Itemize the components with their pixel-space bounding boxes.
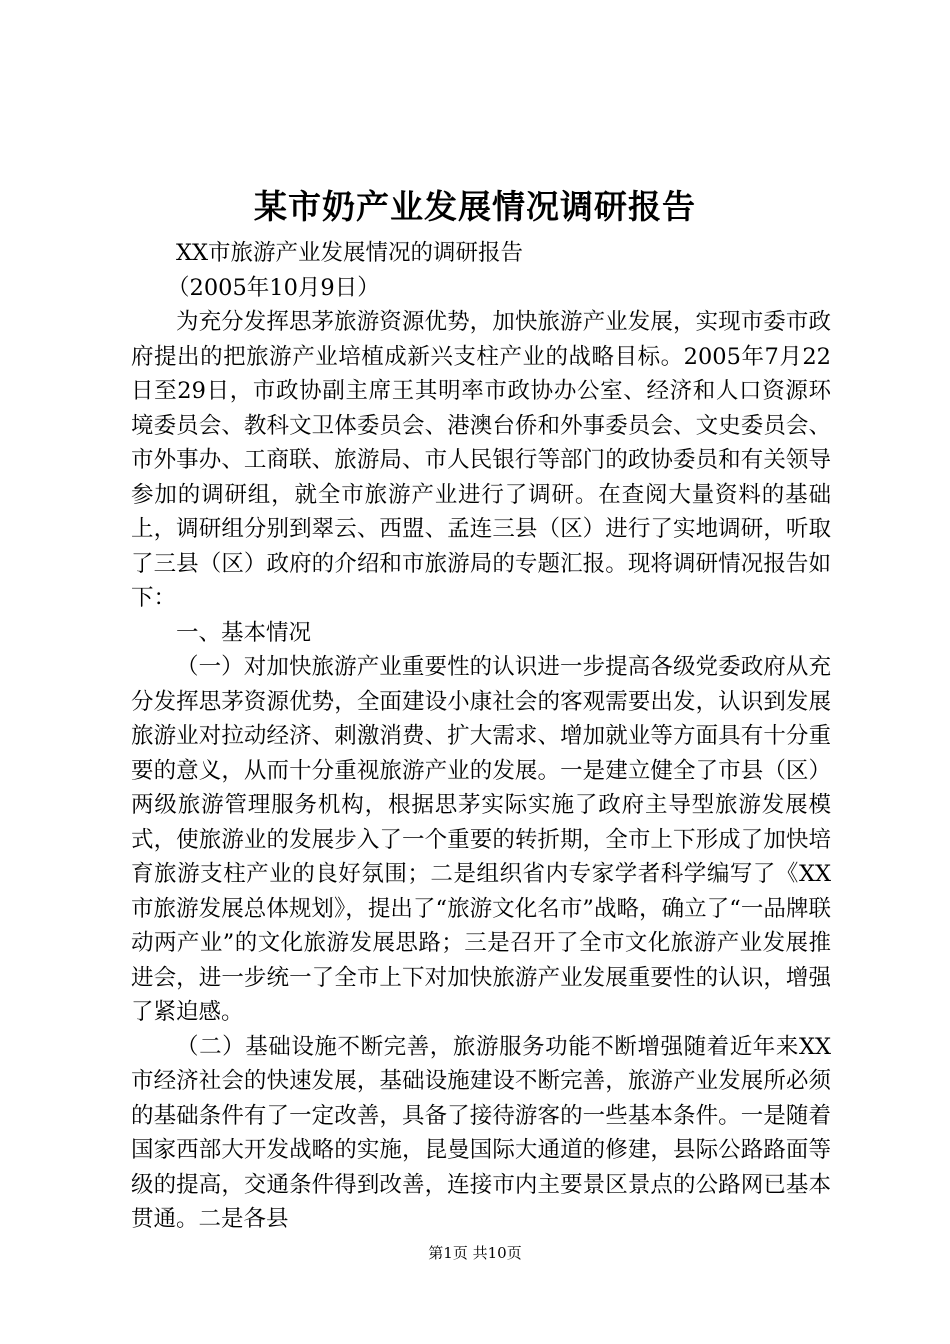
page-footer: 第1页 共10页 [428,1244,522,1262]
paragraph-intro: 为充分发挥思茅旅游资源优势，加快旅游产业发展，实现市委市政府提出的把旅游产业培植成新兴支柱产业的战略目标。2005年7月22日至29日，市政协副主席王其明率市政协办公室、经济和人口资源环境委员会、教科文卫体委员会、港澳台侨和外事委员会、文史委员会、市外事办、工商联、旅游局、市人民银行等部门的政协委员和有关领导参加的调研组，就全市旅游产业进行了调研。在查阅大量资料的基础上，调研组分别到翠云、西盟、孟连三县（区）进行了实地调研，听取了三县（区）政府的介绍和市旅游局的专题汇报。现将调研情况报告如下： [131,309,831,611]
paragraph-awareness: （一）对加快旅游产业重要性的认识进一步提高各级党委政府从充分发挥思茅资源优势，全面建设小康社会的客观需要出发，认识到发展旅游业对拉动经济、刺激消费、扩大需求、增加就业等方面具有十分重要的意义，从而十分重视旅游产业的发展。一是建立健全了市县（区）两级旅游管理服务机构，根据思茅实际实施了政府主导型旅游发展模式，使旅游业的发展步入了一个重要的转折期，全市上下形成了加快培育旅游支柱产业的良好氛围；二是组织省内专家学者科学编写了《XX市旅游发展总体规划》，提出了“旅游文化名市”战略，确立了“一品牌联动两产业”的文化旅游发展思路；三是召开了全市文化旅游产业发展推进会，进一步统一了全市上下对加快旅游产业发展重要性的认识，增强了紧迫感。 [131,654,831,1025]
section-heading-basic: 一、基本情况 [176,619,312,646]
document-body [131,236,831,1237]
report-date: （2005年10月9日） [167,274,380,301]
document-title: 某市奶产业发展情况调研报告 [254,187,696,226]
paragraph-infrastructure: （二）基础设施不断完善，旅游服务功能不断增强随着近年来XX市经济社会的快速发展，基础设施建设不断完善，旅游产业发展所必须的基础条件有了一定改善，具备了接待游客的一些基本条件。一是随着国家西部大开发战略的实施，昆曼国际大通道的修建，县际公路路面等级的提高，交通条件得到改善，连接市内主要景区景点的公路网已基本贯通。二是各县 [131,1033,831,1232]
report-subtitle: XX市旅游产业发展情况的调研报告 [176,240,524,266]
